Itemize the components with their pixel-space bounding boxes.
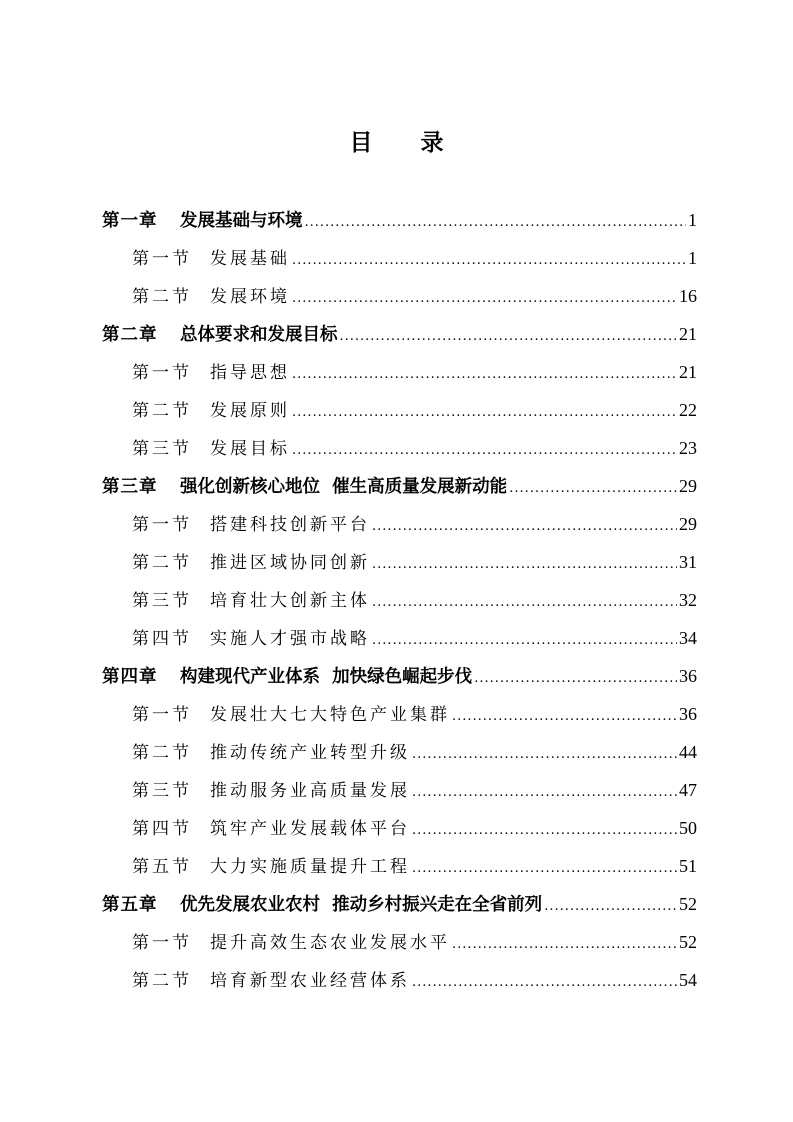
- dot-leader: [340, 318, 678, 356]
- toc-entry-number: 第一节: [132, 515, 192, 535]
- toc-section-entry[interactable]: [102, 847, 697, 885]
- toc-entry-number: 第一节: [132, 933, 192, 953]
- dot-leader: [292, 280, 677, 318]
- toc-section-entry[interactable]: [102, 543, 697, 581]
- toc-entry-page-number: 23: [679, 438, 697, 458]
- toc-chapter-entry[interactable]: [102, 657, 697, 695]
- toc-section-entry[interactable]: [102, 391, 697, 429]
- toc-entry-page-number: 31: [679, 552, 697, 572]
- toc-section-entry[interactable]: [102, 923, 697, 961]
- dot-leader: [412, 736, 677, 774]
- toc-entry-title: 大力实施质量提升工程: [210, 857, 410, 877]
- toc-entry-number: 第一章: [102, 211, 158, 231]
- dot-leader: [292, 394, 677, 432]
- toc-entry-number: 第二章: [102, 325, 158, 345]
- toc-entry-page-number: 52: [679, 932, 697, 952]
- dot-leader: [474, 660, 677, 698]
- toc-entry-page-number: 21: [679, 362, 697, 382]
- toc-entry-number: 第二节: [132, 401, 192, 421]
- toc-entry-number: 第五节: [132, 857, 192, 877]
- dot-leader: [412, 812, 677, 850]
- toc-entry-number: 第四节: [132, 819, 192, 839]
- toc-chapter-entry[interactable]: [102, 467, 697, 505]
- toc-entry-title: 搭建科技创新平台: [210, 515, 370, 535]
- toc-entry-title: 发展壮大七大特色产业集群: [210, 705, 450, 725]
- dot-leader: [292, 356, 677, 394]
- dot-leader: [292, 242, 686, 280]
- toc-section-entry[interactable]: [102, 353, 697, 391]
- toc-entry-page-number: 21: [679, 324, 697, 344]
- toc-entry-title: 总体要求和发展目标: [180, 325, 338, 345]
- toc-entry-number: 第二节: [132, 743, 192, 763]
- toc-entry-page-number: 47: [679, 780, 697, 800]
- toc-entry-title: 培育新型农业经营体系: [210, 971, 410, 991]
- toc-entry-page-number: 36: [679, 666, 697, 686]
- toc-entry-title: 发展目标: [210, 439, 290, 459]
- toc-entry-page-number: 1: [688, 210, 697, 230]
- toc-entry-page-number: 29: [679, 476, 697, 496]
- toc-section-entry[interactable]: [102, 809, 697, 847]
- toc-entry-number: 第三节: [132, 439, 192, 459]
- toc-entry-title: 发展环境: [210, 287, 290, 307]
- toc-entry-title: 发展基础: [210, 249, 290, 269]
- toc-entry-number: 第一节: [132, 249, 192, 269]
- toc-entry-title: 优先发展农业农村 推动乡村振兴走在全省前列: [180, 895, 543, 915]
- toc-entry-title: 提升高效生态农业发展水平: [210, 933, 450, 953]
- toc-entry-title: 培育壮大创新主体: [210, 591, 370, 611]
- toc-entry-title: 筑牢产业发展载体平台: [210, 819, 410, 839]
- toc-entry-title: 指导思想: [210, 363, 290, 383]
- dot-leader: [372, 622, 677, 660]
- toc-entry-title: 强化创新核心地位 催生高质量发展新动能: [180, 477, 508, 497]
- dot-leader: [372, 546, 677, 584]
- toc-section-entry[interactable]: [102, 429, 697, 467]
- toc-section-entry[interactable]: [102, 277, 697, 315]
- toc-entry-title: 实施人才强市战略: [210, 629, 370, 649]
- toc-entry-number: 第二节: [132, 971, 192, 991]
- dot-leader: [305, 204, 687, 242]
- table-of-contents: [102, 201, 697, 999]
- toc-section-entry[interactable]: [102, 961, 697, 999]
- toc-entry-title: 发展原则: [210, 401, 290, 421]
- toc-entry-page-number: 36: [679, 704, 697, 724]
- toc-entry-number: 第三章: [102, 477, 158, 497]
- dot-leader: [372, 584, 677, 622]
- toc-entry-page-number: 1: [688, 248, 697, 268]
- toc-section-entry[interactable]: [102, 581, 697, 619]
- toc-section-entry[interactable]: [102, 771, 697, 809]
- toc-chapter-entry[interactable]: [102, 315, 697, 353]
- toc-entry-title: 构建现代产业体系 加快绿色崛起步伐: [180, 667, 473, 687]
- toc-entry-number: 第四节: [132, 629, 192, 649]
- toc-entry-number: 第二节: [132, 287, 192, 307]
- toc-section-entry[interactable]: [102, 619, 697, 657]
- toc-entry-number: 第二节: [132, 553, 192, 573]
- toc-entry-number: 第一节: [132, 363, 192, 383]
- toc-entry-title: 推动服务业高质量发展: [210, 781, 410, 801]
- toc-entry-page-number: 50: [679, 818, 697, 838]
- toc-entry-page-number: 54: [679, 970, 697, 990]
- dot-leader: [292, 432, 677, 470]
- toc-section-entry[interactable]: [102, 239, 697, 277]
- dot-leader: [372, 508, 677, 546]
- toc-entry-page-number: 32: [679, 590, 697, 610]
- toc-entry-number: 第四章: [102, 667, 158, 687]
- toc-entry-number: 第三节: [132, 591, 192, 611]
- dot-leader: [412, 850, 677, 888]
- toc-section-entry[interactable]: [102, 505, 697, 543]
- toc-entry-number: 第一节: [132, 705, 192, 725]
- dot-leader: [509, 470, 677, 508]
- toc-entry-title: 推进区域协同创新: [210, 553, 370, 573]
- toc-entry-page-number: 22: [679, 400, 697, 420]
- toc-entry-number: 第三节: [132, 781, 192, 801]
- toc-entry-number: 第五章: [102, 895, 158, 915]
- toc-section-entry[interactable]: [102, 733, 697, 771]
- toc-entry-page-number: 29: [679, 514, 697, 534]
- dot-leader: [544, 888, 677, 926]
- toc-entry-page-number: 34: [679, 628, 697, 648]
- dot-leader: [452, 698, 677, 736]
- dot-leader: [452, 926, 677, 964]
- toc-entry-page-number: 52: [679, 894, 697, 914]
- dot-leader: [412, 964, 677, 1002]
- page-title: 目 录: [349, 129, 464, 156]
- toc-chapter-entry[interactable]: [102, 885, 697, 923]
- toc-entry-page-number: 16: [679, 286, 697, 306]
- toc-entry-title: 推动传统产业转型升级: [210, 743, 410, 763]
- toc-entry-title: 发展基础与环境: [180, 211, 303, 231]
- toc-entry-page-number: 51: [679, 856, 697, 876]
- toc-chapter-entry[interactable]: [102, 201, 697, 239]
- toc-section-entry[interactable]: [102, 695, 697, 733]
- toc-entry-page-number: 44: [679, 742, 697, 762]
- dot-leader: [412, 774, 677, 812]
